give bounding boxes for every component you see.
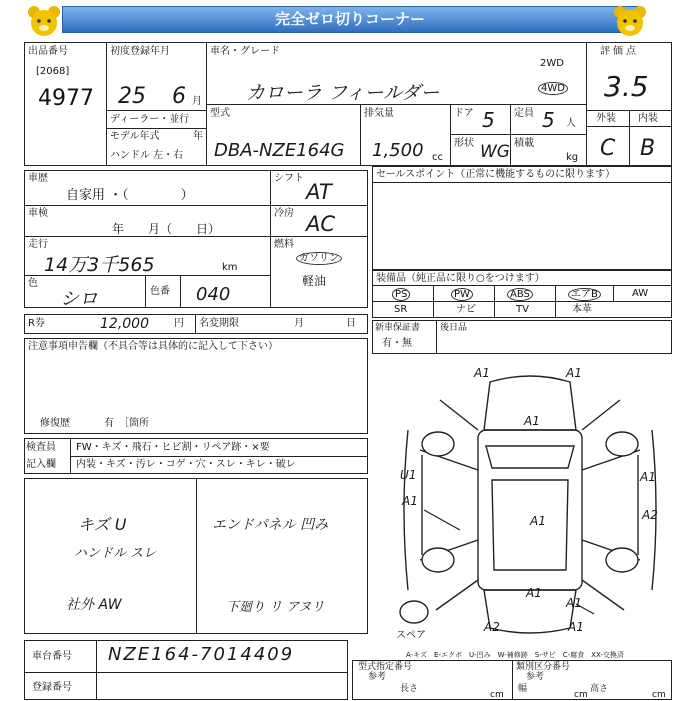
int-label: 内装 — [638, 113, 658, 124]
damage-mark: A1 — [566, 366, 582, 380]
mileage-label: 走行 — [28, 239, 48, 250]
width-label: 幅 — [518, 684, 528, 694]
shift-label: シフト — [274, 173, 304, 184]
cap-unit: 人 — [566, 118, 576, 129]
height-unit: cm — [652, 690, 666, 700]
equip-pw: PW — [451, 288, 473, 301]
comment-2: ハンドル スレ — [74, 546, 157, 561]
fuel-diesel: 軽油 — [302, 274, 327, 288]
damage-mark: A1 — [526, 586, 542, 600]
cap-label: 定員 — [514, 108, 534, 119]
equip-tv: TV — [516, 304, 529, 315]
equip-sr: SR — [394, 304, 408, 315]
dealer-label: ディーラー・並行 — [110, 114, 190, 125]
color-no-label: 色番 — [150, 286, 170, 297]
damage-mark: A1 — [402, 494, 418, 508]
bear-mascot-right-icon — [612, 4, 648, 38]
spare-label: スペア — [396, 630, 426, 641]
ext-label: 外装 — [596, 113, 616, 124]
shape-value: WG — [480, 142, 510, 162]
disp-value: 1,500 — [372, 140, 424, 161]
damage-mark: A1 — [568, 620, 584, 634]
inspection-value: 年 月（ 日） — [112, 222, 221, 236]
color-no-value: 040 — [196, 284, 231, 305]
color-label: 色 — [28, 278, 38, 289]
interior-row: 内装・キズ・汚レ・コゲ・穴・スレ・キレ・破レ — [76, 459, 296, 470]
fw-row: FW・キズ・飛石・ヒビ割・リペア跡・×要 — [76, 442, 270, 453]
equip-airbag: エアB — [568, 288, 601, 301]
deadline-label: 名変期限 — [199, 318, 239, 329]
load-label: 積載 — [514, 138, 534, 149]
fuel-gas: ガソリン — [296, 252, 342, 265]
damage-legend: A-キズ E-エクボ U-凹み W-補修跡 S-サビ C-腐食 XX-交換済 — [406, 651, 624, 659]
doors-value: 5 — [482, 108, 495, 132]
damage-mark: A1 — [524, 414, 540, 428]
reg-year: 25 — [118, 84, 146, 109]
chassis-value: NZE164-7014409 — [108, 644, 295, 665]
reg-label: 初度登録年月 — [110, 46, 170, 57]
recycle-unit: 円 — [174, 318, 184, 329]
history-label: 車歴 — [28, 173, 48, 184]
warranty-label: 新車保証書 — [375, 323, 421, 333]
notes-label: 注意事項申告欄（不具合等は具体的に記入して下さい） — [28, 341, 278, 352]
model-year-unit: 年 — [193, 131, 203, 142]
equip-navi: ナビ — [456, 304, 476, 315]
score-label: 評価点 — [600, 46, 639, 57]
equipment-label: 装備品（純正品に限り○をつけます） — [376, 273, 545, 284]
car-diagram — [380, 360, 680, 656]
equip-ps: PS — [392, 288, 410, 301]
ac-value: AC — [306, 212, 336, 236]
height-label: 高さ — [590, 684, 609, 694]
class-ref: 参考 — [526, 672, 545, 682]
warranty-value: 有・無 — [382, 338, 412, 349]
comment-4: 社外 AW — [66, 597, 122, 613]
cap-value: 5 — [542, 108, 555, 132]
disp-unit: cc — [432, 152, 443, 163]
damage-mark: A1 — [530, 514, 546, 528]
inspection-label: 車検 — [28, 208, 48, 219]
recycle-value: 12,000 — [100, 316, 149, 332]
score-value: 3.5 — [604, 70, 649, 103]
recycle-box — [24, 314, 368, 334]
ext-value: C — [600, 136, 616, 161]
mileage-unit: km — [222, 262, 238, 273]
length-unit: cm — [490, 690, 504, 700]
comment-1: キズ U — [78, 515, 127, 534]
color-value: シロ — [60, 288, 99, 310]
recycle-label: R券 — [28, 318, 45, 329]
drive-2wd: 2WD — [540, 58, 564, 69]
reg-month: 6 — [172, 84, 186, 109]
shape-label: 形状 — [454, 138, 474, 149]
damage-mark: A2 — [642, 508, 658, 522]
bear-mascot-left-icon — [26, 4, 62, 38]
history-value: 自家用 ・（ ） — [66, 188, 194, 203]
car-name-label: 車名・グレード — [210, 46, 280, 57]
damage-mark: A1 — [474, 366, 490, 380]
lot-sub: [2068] — [36, 66, 70, 77]
inspector-label: 検査員 — [26, 442, 56, 453]
equip-leather: 本革 — [572, 304, 592, 315]
steering-label: ハンドル 左・右 — [110, 150, 184, 161]
mileage-value: 14万3千565 — [44, 254, 155, 276]
model-year-label: モデル年式 — [110, 131, 160, 142]
deadline-month: 月 — [294, 318, 304, 329]
lot-label: 出品番号 — [28, 46, 68, 57]
disp-label: 排気量 — [364, 108, 394, 119]
shift-value: AT — [306, 180, 332, 204]
car-name-value: カローラ フィールダー — [246, 82, 440, 104]
repair-value: 有 ［箇所 — [104, 418, 149, 429]
reg-number-label: 登録番号 — [32, 682, 72, 693]
sticker-label: 後日品 — [440, 323, 468, 333]
model-value: DBA-NZE164G — [214, 140, 345, 161]
doors-label: ドア — [454, 108, 474, 119]
sales-point-label: セールスポイント（正常に機能するものに限ります） — [376, 169, 616, 180]
damage-mark: A1 — [566, 596, 582, 610]
spec-ref: 参考 — [368, 672, 387, 682]
deadline-day: 日 — [346, 318, 356, 329]
equip-aw: AW — [632, 288, 649, 299]
class-label: 類別区分番号 — [516, 662, 571, 672]
load-unit: kg — [566, 152, 579, 163]
int-value: B — [640, 136, 656, 161]
notes-box — [24, 338, 368, 434]
spec-label: 型式指定番号 — [358, 662, 413, 672]
damage-mark: U1 — [400, 468, 417, 482]
drive-4wd: 4WD — [538, 82, 568, 95]
repair-label: 修復歴 — [40, 418, 70, 429]
comment-5: 下廻り リ アヌリ — [226, 600, 325, 615]
width-unit: cm — [574, 690, 588, 700]
model-label: 型式 — [210, 108, 230, 119]
damage-mark: A2 — [484, 620, 500, 634]
fuel-label: 燃料 — [274, 239, 294, 250]
entry-label: 記入欄 — [26, 459, 56, 470]
comment-3: エンドパネル 凹み — [212, 517, 329, 533]
damage-mark: A1 — [640, 470, 656, 484]
equip-abs: ABS — [507, 288, 533, 301]
ac-label: 冷房 — [274, 208, 294, 219]
length-label: 長さ — [400, 684, 419, 694]
lot-number: 4977 — [38, 86, 94, 111]
chassis-label: 車台番号 — [32, 651, 72, 662]
reg-month-unit: 月 — [192, 96, 202, 107]
corner-banner: 完全ゼロ切りコーナー — [62, 6, 638, 33]
